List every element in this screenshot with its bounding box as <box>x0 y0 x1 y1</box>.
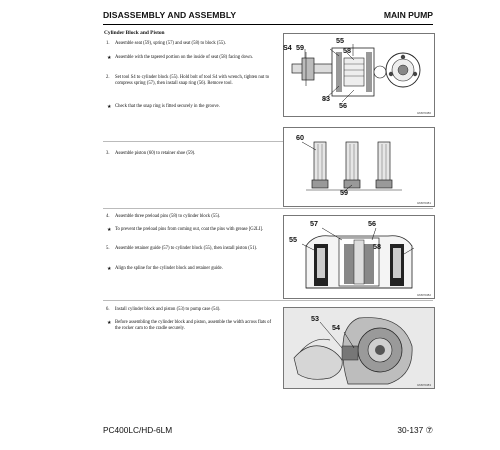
footer-page-number: 30-137 ⑦ <box>397 425 433 435</box>
step-number: 4. <box>106 214 110 219</box>
figure-4-pump-case <box>283 307 435 389</box>
step-number: 3. <box>106 151 110 156</box>
note-star-icon: ★ <box>107 320 112 326</box>
step-number: 2. <box>106 75 110 80</box>
note-text: Check that the snap ring is fitted securely in the groove. <box>115 104 220 109</box>
note-star-icon: ★ <box>107 55 112 61</box>
figure-code: 0A5P0383 <box>416 383 431 387</box>
header-section-title: DISASSEMBLY AND ASSEMBLY <box>103 10 237 20</box>
callout-59: 59 <box>340 188 348 197</box>
page-header <box>103 10 433 25</box>
figure-code: 0A5P0382 <box>416 293 431 297</box>
figure-1-cylinder-block-tool <box>283 33 435 117</box>
note-star-icon: ★ <box>107 227 112 233</box>
callout-53: 53 <box>311 314 319 323</box>
retainer-guide-illustration <box>284 216 434 298</box>
piston-shoe-illustration <box>284 128 434 206</box>
header-component-title: MAIN PUMP <box>383 10 433 20</box>
callout-55: 55 <box>336 36 344 45</box>
step-text: Install cylinder block and piston (53) to pump case (54). <box>115 307 221 312</box>
callout-57: 57 <box>310 219 318 228</box>
pump-case-illustration <box>284 308 434 388</box>
step-text: Assemble piston (60) to retainer shoe (59). <box>115 151 196 156</box>
callout-58: 58 <box>373 242 381 251</box>
figure-code: 0A5P0381 <box>416 201 431 205</box>
callout-54: 54 <box>332 323 340 332</box>
note-star-icon: ★ <box>107 104 112 110</box>
section-divider <box>103 208 433 209</box>
step-text: Assemble retainer guide (57) to cylinder block (55), then install piston (51). <box>115 246 258 251</box>
step-number: 6. <box>106 307 110 312</box>
step-number: 5. <box>106 246 110 251</box>
note-text: To prevent the preload pins from coming out, coat the pins with grease [G2LI]. <box>115 227 264 232</box>
step-text: Assemble three preload pins (58) to cylinder block (55). <box>115 214 221 219</box>
callout-s4: S4 <box>283 43 292 52</box>
callout-56: 56 <box>368 219 376 228</box>
figure-code: 0A5P0380 <box>416 111 431 115</box>
cylinder-block-tool-illustration <box>284 34 434 116</box>
figure-3-retainer-guide <box>283 215 435 299</box>
note-star-icon: ★ <box>107 266 112 272</box>
note-text: Before assembling the cylinder block and piston, assemble the width across flats of the rocker cam to the cradle securely. <box>115 320 272 332</box>
figure-2-pistons <box>283 127 435 207</box>
note-text: Align the spline for the cylinder block and retainer guide. <box>115 266 223 271</box>
callout-83: 83 <box>322 94 330 103</box>
callout-58: 58 <box>343 46 351 55</box>
callout-59: 59 <box>296 43 304 52</box>
step-text: Set tool S4 to cylinder block (55). Hold bolt of tool S4 with wrench, tighten nut to compress spring (57), then install snap ring (56). Remove tool. <box>115 75 270 87</box>
callout-56: 56 <box>339 101 347 110</box>
note-text: Assemble with the tapered portion on the inside of seat (58) facing down. <box>115 55 253 60</box>
section-divider <box>103 300 433 301</box>
step-number: 1. <box>106 41 110 46</box>
footer-model: PC400LC/HD-6LM <box>103 425 173 435</box>
callout-60: 60 <box>296 133 304 142</box>
section-title: Cylinder Block and Piston <box>104 30 165 36</box>
step-text: Assemble seat (59), spring (57) and seat (58) to block (55). <box>115 41 226 46</box>
callout-55: 55 <box>289 235 297 244</box>
